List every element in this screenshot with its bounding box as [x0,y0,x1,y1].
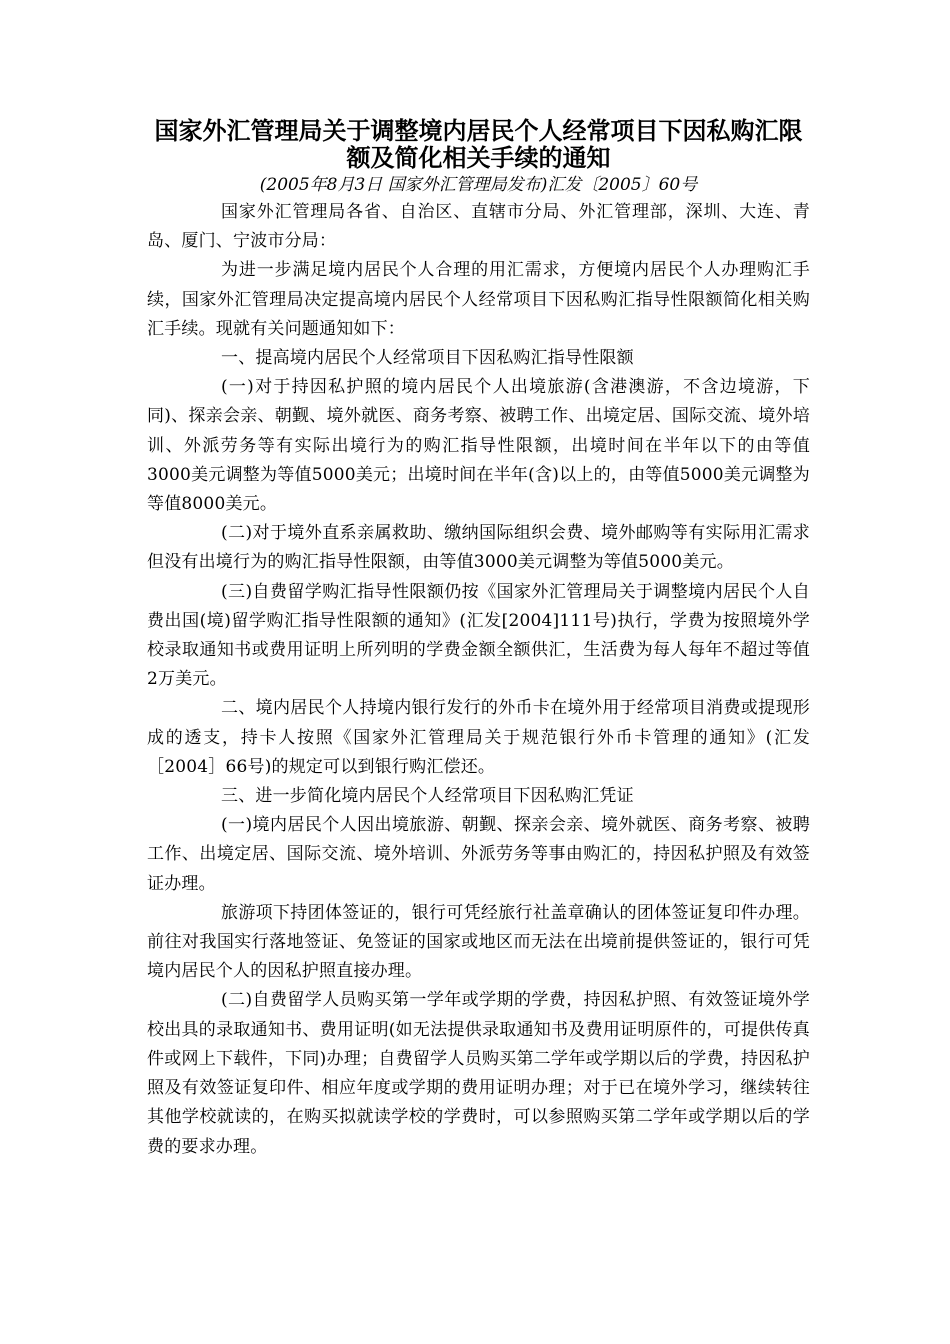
paragraph-3-2: (二)自费留学人员购买第一学年或学期的学费，持因私护照、有效签证境外学校出具的录取通知书、费用证明(如无法提供录取通知书及费用证明原件的，可提供传真件或网上下载件，下同)办理；自费留学人员购买第二学年或学期以后的学费，持因私护照及有效签证复印件、相应年度或学期的费用证明办理；对于已在境外学习，继续转往其他学校就读的，在购买拟就读学校的学费时，可以参照购买第二学年或学期以后的学费的要求办理。 [147,990,810,1157]
section-heading-2: 二、境内居民个人持境内银行发行的外币卡在境外用于经常项目消费或提现形成的透支，持卡人按照《国家外汇管理局关于规范银行外币卡管理的通知》(汇发［2004］66号)的规定可以到银行购汇偿还。 [147,698,810,777]
section-heading-1: 一、提高境内居民个人经常项目下因私购汇指导性限额 [221,348,634,369]
document-page [147,118,810,1162]
document-title: 国家外汇管理局关于调整境内居民个人经常项目下因私购汇限额及简化相关手续的通知 [154,117,803,172]
paragraph-1-1: (一)对于持因私护照的境内居民个人出境旅游(含港澳游，不含边境游，下同)、探亲会亲、朝觐、境外就医、商务考察、被聘工作、出境定居、国际交流、境外培训、外派劳务等有实际出境行为的购汇指导性限额，出境时间在半年以下的由等值3000美元调整为等值5000美元；出境时间在半年(含)以上的，由等值5000美元调整为等值8000美元。 [147,377,810,515]
section-heading-3: 三、进一步简化境内居民个人经常项目下因私购汇凭证 [221,786,634,807]
paragraph-3-1-note: 旅游项下持团体签证的，银行可凭经旅行社盖章确认的团体签证复印件办理。前往对我国实行落地签证、免签证的国家或地区而无法在出境前提供签证的，银行可凭境内居民个人的因私护照直接办理。 [147,902,810,982]
paragraph-1-3: (三)自费留学购汇指导性限额仍按《国家外汇管理局关于调整境内居民个人自费出国(境)留学购汇指导性限额的通知》(汇发[2004]111号)执行，学费为按照境外学校录取通知书或费用证明上所列明的学费金额全额供汇，生活费为每人每年不超过等值2万美元。 [147,581,810,690]
document-subtitle: (2005年8月3日 国家外汇管理局发布)汇发〔2005〕60号 [259,175,698,195]
paragraph-addressees: 国家外汇管理局各省、自治区、直辖市分局、外汇管理部，深圳、大连、青岛、厦门、宁波市分局： [147,202,810,252]
paragraph-intro: 为进一步满足境内居民个人合理的用汇需求，方便境内居民个人办理购汇手续，国家外汇管理局决定提高境内居民个人经常项目下因私购汇指导性限额简化相关购汇手续。现就有关问题通知如下： [147,260,810,339]
paragraph-3-1: (一)境内居民个人因出境旅游、朝觐、探亲会亲、境外就医、商务考察、被聘工作、出境定居、国际交流、境外培训、外派劳务等事由购汇的，持因私护照及有效签证办理。 [147,815,810,894]
paragraph-1-2: (二)对于境外直系亲属救助、缴纳国际组织会费、境外邮购等有实际用汇需求但没有出境行为的购汇指导性限额，由等值3000美元调整为等值5000美元。 [147,523,810,573]
document-body [147,198,810,1162]
